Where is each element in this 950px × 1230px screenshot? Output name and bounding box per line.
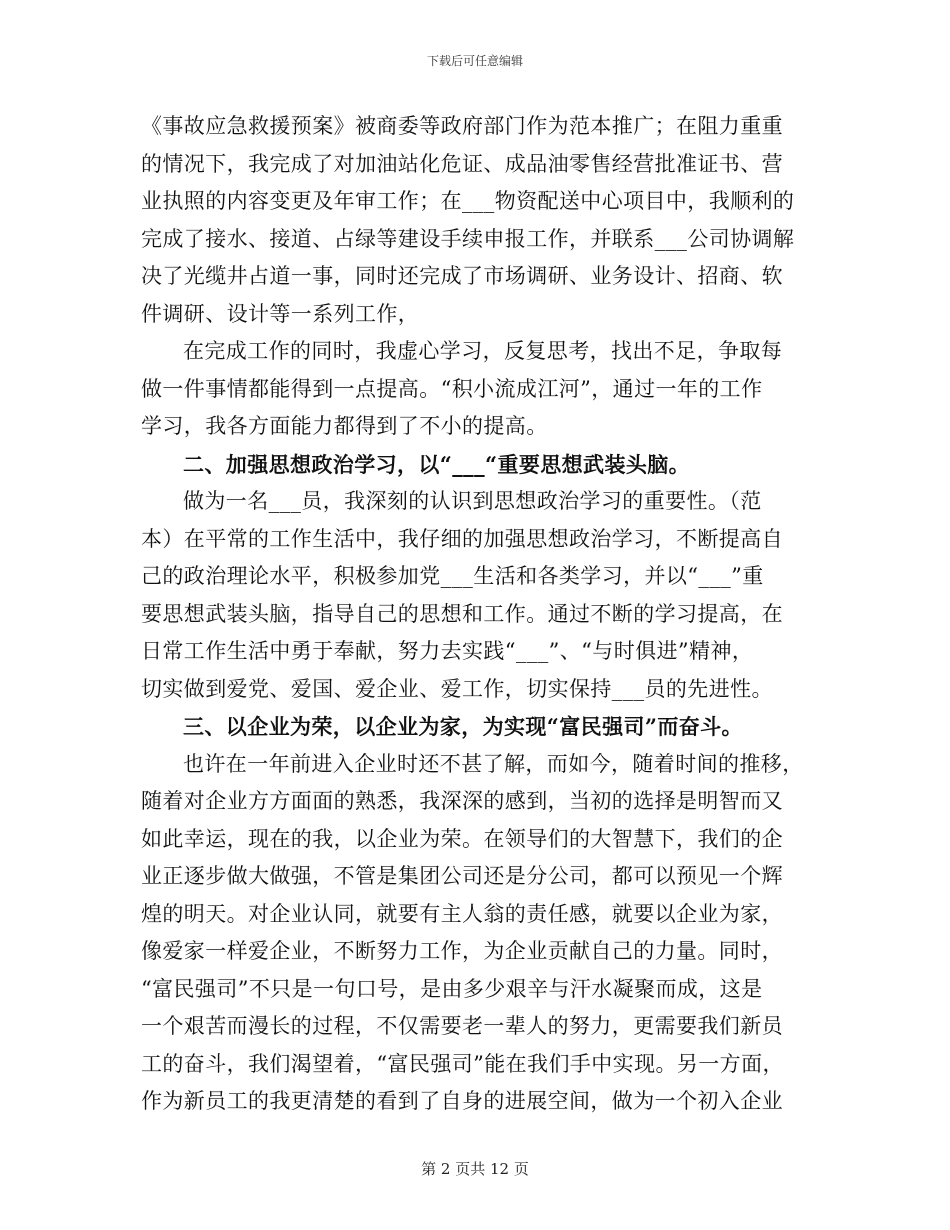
text-line: 己的政治理论水平，积极参加党___生活和各类学习，并以“___”重 — [141, 564, 764, 588]
text-line: 件调研、设计等一系列工作， — [141, 301, 420, 326]
text-line: 切实做到爱党、爱国、爱企业、爱工作，切实保持___员的先进性。 — [141, 676, 773, 701]
text-line: 一个艰苦而漫长的过程，不仅需要老一辈人的努力，更需要我们新员 — [141, 1014, 783, 1038]
text-line: 学习，我各方面能力都得到了不小的提高。 — [141, 414, 548, 438]
text-line: 要思想武装头脑，指导自己的思想和工作。通过不断的学习提高，在 — [141, 601, 783, 626]
text-line: 煌的明天。对企业认同，就要有主人翁的责任感，就要以企业为家， — [141, 901, 783, 926]
text-line: 《事故应急救援预案》被商委等政府部门作为范本推广；在阻力重重 — [141, 114, 783, 138]
document-body — [141, 108, 811, 1121]
section-heading: 三、以企业为荣，以企业为家，为实现“富民强司”而奋斗。 — [183, 714, 743, 739]
text-line: 也许在一年前进入企业时还不甚了解，而如今，随着时间的推移， — [183, 751, 804, 776]
text-line: 工的奋斗，我们渴望着，“富民强司”能在我们手中实现。另一方面， — [141, 1051, 784, 1076]
text-line: 完成了接水、接道、占绿等建设手续申报工作，并联系___公司协调解 — [141, 226, 795, 251]
text-line: “富民强司”不只是一句口号，是由多少艰辛与汗水凝聚而成，这是 — [141, 976, 763, 1001]
page-header: 下载后可任意编辑 — [426, 54, 523, 68]
text-line: 作为新员工的我更清楚的看到了自身的进展空间，做为一个初入企业 — [141, 1089, 783, 1113]
page-number: 第 2 页共 12 页 — [421, 1160, 529, 1178]
text-line: 的情况下，我完成了对加油站化危证、成品油零售经营批准证书、营 — [141, 151, 783, 176]
text-line: 像爱家一样爱企业，不断努力工作，为企业贡献自己的力量。同时， — [141, 939, 783, 963]
text-line: 本）在平常的工作生活中，我仔细的加强思想政治学习，不断提高自 — [141, 526, 783, 551]
text-line: 在完成工作的同时，我虚心学习，反复思考，找出不足，争取每 — [183, 339, 783, 363]
text-line: 日常工作生活中勇于奉献，努力去实践“___”、“与时俱进”精神， — [141, 639, 754, 663]
text-line: 如此幸运，现在的我，以企业为荣。在领导们的大智慧下，我们的企 — [141, 826, 783, 851]
text-line: 随着对企业方方面面的熟悉，我深深的感到，当初的选择是明智而又 — [141, 789, 783, 813]
section-heading: 二、加强思想政治学习，以“___“重要思想武装头脑。 — [183, 451, 691, 477]
text-line: 业执照的内容变更及年审工作；在___物资配送中心项目中，我顺利的 — [141, 189, 795, 213]
text-line: 决了光缆井占道一事，同时还完成了市场调研、业务设计、招商、软 — [141, 264, 783, 288]
text-line: 做为一名___员，我深刻的认识到思想政治学习的重要性。（范 — [183, 489, 762, 513]
text-line: 业正逐步做大做强，不管是集团公司还是分公司，都可以预见一个辉 — [141, 864, 783, 888]
text-line: 做一件事情都能得到一点提高。“积小流成江河”，通过一年的工作 — [141, 376, 763, 401]
